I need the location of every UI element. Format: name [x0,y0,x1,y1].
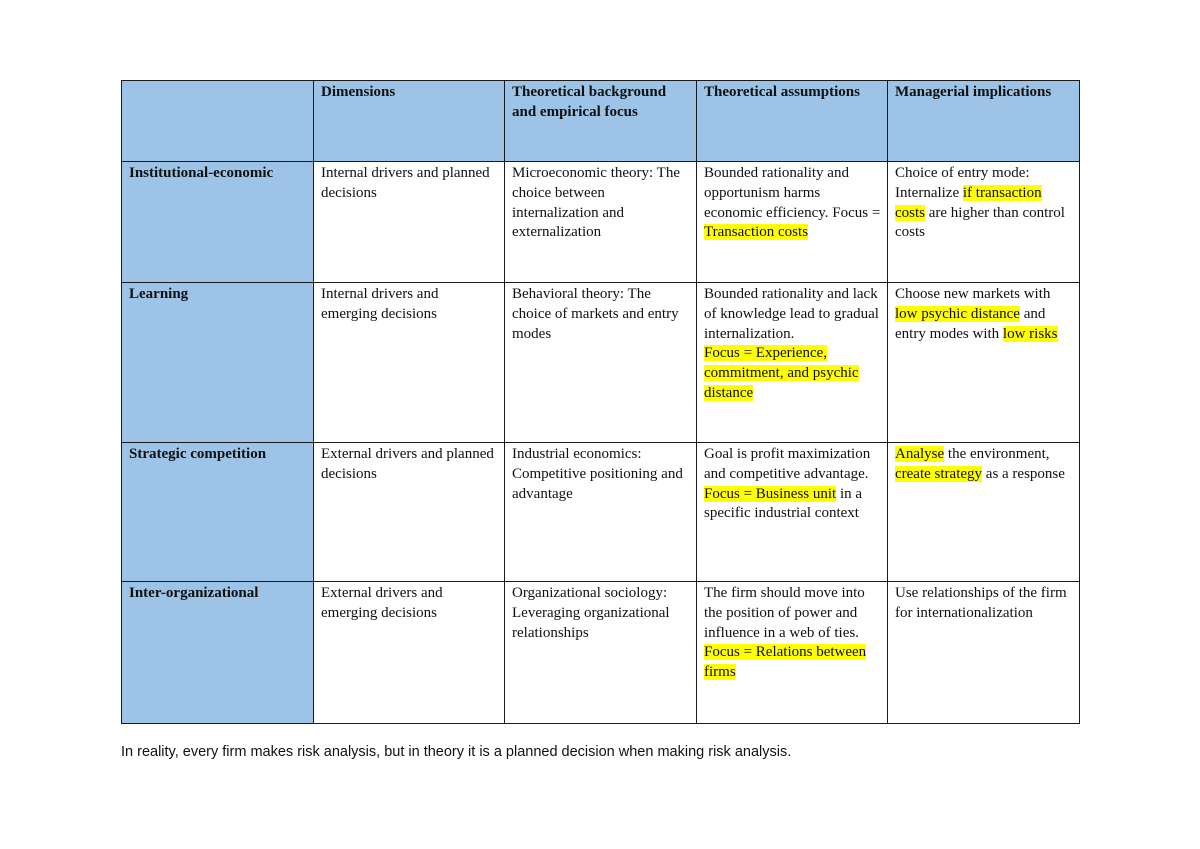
dimensions-cell: Internal drivers and planned decisions [314,162,505,283]
background-cell: Organizational sociology: Leveraging organizational relationships [505,582,697,724]
assumptions-text: Bounded rationality and opportunism harms economic efficiency. Focus = [704,165,881,221]
row-label: Inter-organizational [122,582,314,724]
implications-cell [888,162,1080,283]
assumptions-cell [697,162,888,283]
implications-text: the environment, [944,446,1050,462]
assumptions-text: in a specific industrial context [704,485,863,522]
row-label: Learning [122,283,314,443]
assumptions-text: Bounded rationality and lack of knowledge lead to gradual internalization. [704,286,879,342]
row-label: Institutional-economic [122,162,314,283]
table-row [122,443,1080,582]
implications-cell [888,582,1080,724]
background-cell: Microeconomic theory: The choice between internalization and externalization [505,162,697,283]
table-row [122,582,1080,724]
assumptions-cell [697,582,888,724]
row-label: Strategic competition [122,443,314,582]
implications-text: Use relationships of the firm for internationalization [895,585,1067,621]
dimensions-cell: External drivers and emerging decisions [314,582,505,724]
dimensions-cell: External drivers and planned decisions [314,443,505,582]
implications-text: are higher than control costs [895,204,1065,241]
header-cell-background: Theoretical background and empirical focus [505,81,697,162]
table-header-row [122,81,1080,162]
implications-text: Choice of entry mode: Internalize [895,165,1030,201]
implications-text: and entry modes with [895,305,1046,342]
highlighted-text: Transaction costs [704,224,809,241]
implications-text: Choose new markets with [895,286,1051,302]
header-cell-dimensions: Dimensions [314,81,505,162]
background-cell: Industrial economics: Competitive positioning and advantage [505,443,697,582]
highlighted-text: Focus = Business unit [704,485,837,502]
assumptions-cell [697,283,888,443]
implications-cell [888,283,1080,443]
highlighted-text: Focus = Relations between firms [704,644,867,681]
assumptions-cell [697,443,888,582]
assumptions-text: Goal is profit maximization and competitive advantage. [704,446,871,482]
highlighted-text: low risks [1002,325,1058,342]
implications-cell [888,443,1080,582]
assumptions-text: The firm should move into the position of power and influence in a web of ties. [704,585,865,641]
header-cell-implications: Managerial implications [888,81,1080,162]
implications-text: as a response [982,465,1065,482]
highlighted-text: Focus = Experience, commitment, and psychic distance [704,345,859,401]
footnote-text: In reality, every firm makes risk analysis, but in theory it is a planned decision when making risk analysis. [121,744,792,760]
highlighted-text: Analyse [895,446,945,462]
theory-comparison-table [121,80,1080,724]
highlighted-text: if transaction costs [895,184,1042,221]
table-row [122,283,1080,443]
table-row [122,162,1080,283]
highlighted-text: low psychic distance [895,305,1020,322]
background-cell: Behavioral theory: The choice of markets and entry modes [505,283,697,443]
dimensions-cell: Internal drivers and emerging decisions [314,283,505,443]
highlighted-text: create strategy [895,465,983,482]
header-cell-corner [122,81,314,162]
header-cell-assumptions: Theoretical assumptions [697,81,888,162]
